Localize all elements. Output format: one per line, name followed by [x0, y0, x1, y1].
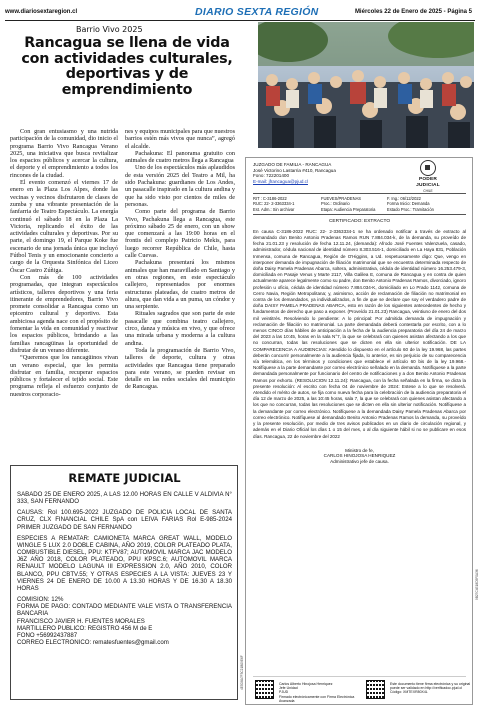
court-notice	[245, 157, 473, 705]
article-paragraph: nes y equipos municipales para que nuestros barrios estén más vivos que nunca”, agregó el alcalde.	[125, 128, 235, 150]
crest-sub: CHILE	[423, 188, 433, 193]
remate-paragraph: FORMA DE PAGO: CONTADO MEDIANTE VALE VISTA O TRANSFERENCIA BANCARIA	[17, 603, 232, 618]
article-paragraph: Con más de 100 actividades programadas, que integran espectáculos artísticos, talleres deportivos y una feria itinerante de emprendedores, Barrio Vivo promete consolidar a Rancagua como un epicentro cultural y deportivo. Esta ambiciosa agenda nace con el propósito de fomentar la vida en comunidad y reactivar los espacios públicos, brindando a las familias rancagüinas la oportunidad de disfrutar de un verano diferente.	[10, 273, 118, 354]
meta-cell: Forma Inicio: Demanda	[387, 201, 430, 207]
article-column-2	[125, 128, 235, 391]
court-email-link[interactable]: E-mail: jfrancagua@pjud.cl	[253, 178, 308, 184]
article-column-1	[10, 128, 118, 398]
verification-info	[390, 682, 472, 695]
court-street: José Victorino Lastarria #410, Rancagua	[253, 167, 336, 173]
remate-judicial-ad	[10, 465, 238, 700]
sig-line: Administrativo jefe de causa.	[330, 458, 389, 464]
crest-label: PODER JUDICIAL	[416, 177, 440, 188]
remate-paragraph: CAUSAS: Rol 100.695-2022 JUZGADO DE POLICIA LOCAL DE SANTA CRUZ, CLX FINANCIAL CHILE SpA con LEIVA FARIAS Rol E-985-2024 PRIMER JUZGADO DE SAN FERNANDO	[17, 509, 232, 531]
meta-cell: Estado Proc.: Tramitación	[387, 206, 434, 212]
site-url[interactable]: www.diariosextaregion.cl	[5, 9, 78, 15]
remate-paragraph: ESPECIES A REMATAR: CAMIONETA MARCA GREAT WALL, MODELO WINGLE 5 LUX 2.0 DOBLE CABINA, AÑO 2019, COLOR PLATEADO PLATA, COMBUSTIBLE DIESEL, PPU: KTFV87; AUTOMOVIL MARCA JAC MODELO J6Z AÑO 2018, COLOR PLATEADO, PPU KPSC.6; AUTOMOVIL MARCA RENAULT MODELO LAGUNA III EXPRESSION 2.0, AÑO 2010, COLOR BLANCO, PPU CBTV.55; Y OTRAS ESPECIES A LA VISTA: JUEVES 23 Y VIERNES 24 DE ENERO DE 10.00 A 13.30 HORAS Y DE 16.30 A 18.30 HORAS	[17, 534, 232, 592]
court-header	[253, 162, 466, 193]
remate-body	[17, 491, 232, 646]
article-paragraph: Con gran entusiasmo y una nutrida participación de la comunidad, dio inicio el programa Barrio Vivo Rancagua Verano 2025, una iniciativa que busca revitalizar los espacios públicos y acercar la cultura, el deporte y el emprendimiento a todos los rincones de la ciudad.	[10, 128, 118, 179]
verification-footer	[253, 676, 471, 703]
poder-judicial-logo	[408, 160, 448, 195]
remate-title: REMATE JUDICIAL	[68, 471, 181, 485]
article-paragraph: Toda la programación de Barrio Vivo, talleres de deporte, cultura y otras actividades que Rancagua tiene preparado para este verano, se pueden revisar en detalle en las redes sociales del municipio de Rancagua.	[125, 346, 235, 391]
remate-paragraph: FRANCISCO JAVIER H. FUENTES MORALES	[17, 617, 145, 625]
article-paragraph: El evento comenzó el viernes 17 de enero en la Plaza Los Alpes, donde las vecinas y vecinos disfrutaron de clases de zumba y una vibrante presentación de la fanfarria de Teatro Espectáculo. La energía continuó el sábado 18 en la Plaza La Victoria, replicando el éxito de las actividades culturales y deportivas. Por su parte, el domingo 19, el Parque Koke fue escenario de una jornada única que incluyó Fútbol Tenis y un emocionante concierto a cargo de la Orquesta Sinfónica del Liceo Óscar Castro Zúñiga.	[10, 179, 118, 274]
article-paragraph: “Queremos que los rancagüinos vivan un verano especial, que les permita disfrutar en familia, recuperar espacios públicos y fortalecer el tejido social. Este programa refleja el esfuerzo conjunto de nuestros corporacio-	[10, 354, 118, 398]
sig-line: Ministro de fe,	[345, 447, 374, 453]
court-name: JUZGADO DE FAMILIA - RANCAGUA	[253, 162, 332, 167]
page-header	[0, 0, 480, 22]
remate-paragraph: COMISION: 12%	[17, 596, 64, 604]
header-divider	[5, 20, 475, 21]
qr-code-icon[interactable]	[366, 680, 385, 699]
remate-paragraph: CORREO ELECTRONICO: rematesfuentes@gmail.com	[17, 638, 169, 646]
meta-cell: RIT : C-3186-2022	[253, 196, 287, 201]
signature-block	[253, 448, 466, 465]
meta-cell: Proc.: Ordinario	[321, 201, 350, 207]
meta-cell: Est. Adm.: Sin archivar	[253, 206, 295, 212]
case-metadata	[253, 193, 466, 215]
article-kicker: Barrio Vivo 2025	[76, 25, 143, 34]
court-phone: Fono: 722201400	[253, 173, 290, 179]
certificate-title: CERTIFICADO: EXTRACTO	[328, 218, 391, 224]
article-photo	[258, 22, 474, 148]
signer-line: Carlos Alberto Hinojosa Henriquez	[279, 682, 333, 686]
article-paragraph: Pachakuna presentará los mismos animales que han maravillado en Santiago y en otras regiones, en este espectáculo callejero, representados por enormes estructuras plateadas, de cuatro metros de altura, que dan vida a un puma, un cóndor y una serpiente.	[125, 259, 235, 311]
meta-cell: F. Ing.: 06/12/2022	[387, 196, 421, 201]
article-headline: Rancagua se llena de vida con actividades culturales, deportivas y de emprendimiento	[21, 35, 233, 98]
crowd-photo-image	[258, 22, 474, 148]
signer-line: Firmado electrónicamente con Firma Electrónica Avanzada	[279, 694, 355, 703]
verification-line: Código: XMTEXR80X4L	[390, 690, 428, 695]
qr-code-icon[interactable]	[255, 680, 274, 699]
meta-cell: RUC: 22- 2-3363334-1	[253, 201, 295, 207]
meta-cell: FUEVES/PRADENAS	[321, 196, 362, 201]
remate-paragraph: SABADO 25 DE ENERO 2025, A LAS 12.00 HORAS EN CALLE V ALDIVIA N° 333, SAN FERNANDO	[17, 491, 232, 506]
article-paragraph: Pachakuna: El panorama gratuito con animales de cuatro metros llega a Rancagua	[125, 149, 235, 165]
meta-cell: Etapa: Audiencia Preparatoria	[321, 206, 376, 212]
side-code: 9B27C4E18D5F0A36	[475, 569, 479, 600]
signer-line: Jefe Unidad	[279, 686, 298, 691]
newspaper-title: DIARIO SEXTA REGIÓN	[195, 6, 319, 18]
article-paragraph: Como parte del programa de Barrio Vivo, Pachakuna llega a Rancagua, este próximo sábado 25 de enero, con un show que comenzará a las 19:00 horas en el frontis del complejo Patricio Mekis, para luego recorrer República de Chile, hasta calle Cuevas.	[125, 208, 235, 260]
poder-judicial-crest-icon	[420, 160, 436, 176]
remate-paragraph: MARTILLERO PUBLICO: REGISTRO 456 M de E	[17, 624, 153, 632]
remate-paragraph: FONO +56992437887	[17, 631, 78, 639]
signer-line: PJUD	[279, 690, 289, 695]
side-code: 4E5D8A7F3C21B09E6F	[240, 655, 244, 690]
verification-line: Este documento tiene firma electrónica y su original puede ser validado en http://verificadoc.pjud.cl	[390, 682, 471, 691]
article-paragraph: Rituales sagrados que son parte de este pasacalle que combina teatro callejero, circo, danza y música en vivo, y que ofrece una mirada urbana y moderna a la cultura andina.	[125, 310, 235, 347]
signer-info	[279, 682, 361, 703]
certificate-body: En causa C-3186-2022 RUC: 22- 2-3363334-1 se ha ordenado notificar a través de extracto al demandado don Benito Antonio Pradenas Ramos RUN 7.884.034-k, de la demanda, su proveído de fecha 21.01.23 y resolución de fecha 12.11.24, (demanda): Afrodo José Fuentes Valenzuela, casado, administrador, cédula nacional de identidad número 8.303.516-1, domiciliado en La Haya 831, Población Inmensa, comuna de Rancagua, Región de O'Higgins, a Ud. respetuosamente digo: Que, vengo en interponer demanda de impugnación de filiación matrimonial que se encuentra determinada respecto de doña Daisy Pamela Pradenas Abarca, soltera, administrativa, cédula de identidad número 16.253.479-3, domiciliada en Pasaje Venus y Marte 2117, Villa Galilea E, comuna de Rancagua y en contra de quien actualmente aparece legalmente como su padre, don Benito Antonio Pradenas Ramos, divorciado, ignoro profesión u oficio, cédula de identidad número 7.884.034-K, domiciliado en Lo Prado 1142, comuna de Cerro Navia, Región Metropolitana; y, asimismo, acción de reclamación de filiación no matrimonial en contra de los demandados, ya individualizados, a fin de que se declare que soy el verdadero padre de doña DAISY PAMELA PRADENAS ABARCA, esto en razón de los siguientes antecedentes de hecho y fundamentos de derecho que paso a exponer. (Proveído 21.01.23) Rancagua, veintiuno de enero del dos mil veintitrés. Resolviendo lo pendiente: A lo principal: Por admitida demanda de impugnación y reclamación de filiación no matrimonial. La parte demandada deberá contestarla por escrito, con a lo menos CINCO días hábiles de anticipación a la fecha de la audiencia preparatoria del día 24 de marzo del 2023 a las 10:45, horas en la sala N°7, la que se celebrará con quienes asistan afectando a los que no concurran, todas las resoluciones que se dicten en ella sin ulterior notificación. DE LA COMPARECENCIA A AUDIENCIAS: Atendido lo dispuesto en el artículo 60 de la ley 19.968, las partes deberán concurrir personalmente a la audiencia fijada, lo anterior, es sin perjuicio de su comparecencia vía telemática, en los términos y condiciones que establece el artículo 60 bis de la ley 19.968.- Notifíquese a la parte demandante por correo electrónico señalado en la demanda. Notifíquese a la parte demandada personalmente por funcionario del centro de notificaciones y a don Benito Antonio Pradenas Ramos por exhorto. (RESOLUCION 12.11.24): Rancagua, con la fecha señalada en la firma, se dicta la presente resolución: Al escrito con fecha 04 de noviembre de 2024: Estese a lo que se resolverá. Atendido el mérito de autos, se fija como nueva fecha para la celebración de la audiencia preparatoria el día 12 de marzo de 2025, a las 10:45 horas, sala 7, la que se celebrará con quienes asistan afectando a los que no concurran, todas las resoluciones que se dicten en ella sin ulterior notificación. Notifíquese a la demandante por correo electrónico. Notifíquese a la demandada Daisy Pamela Pradenas Abarca por correo electrónico. Notifíquese al demandado Benito Antonio Pradenas Ramos la demanda, su proveído y la presente resolución, por medio de tres avisos publicados en un diario de circulación regional, y además en el Diario Oficial los días 1 o 15 del mes, o al día siguiente hábil si no se publicare en esos días. Rancagua, 22 de noviembre del 2022	[253, 228, 466, 439]
article-paragraph: Uno de los espectáculos más aplaudidos de esta versión 2025 del Teatro a Mil, ha sido Pachakuna: guardianes de Los Andes, un pasacalle inspirado en la cultura andina y que ha sido visto por cientos de miles de personas.	[125, 164, 235, 208]
sig-line: CARLOS HINOJOSA HENRIQUEZ	[323, 453, 396, 459]
date-page: Miércoles 22 de Enero de 2025 - Página 5	[354, 9, 472, 15]
